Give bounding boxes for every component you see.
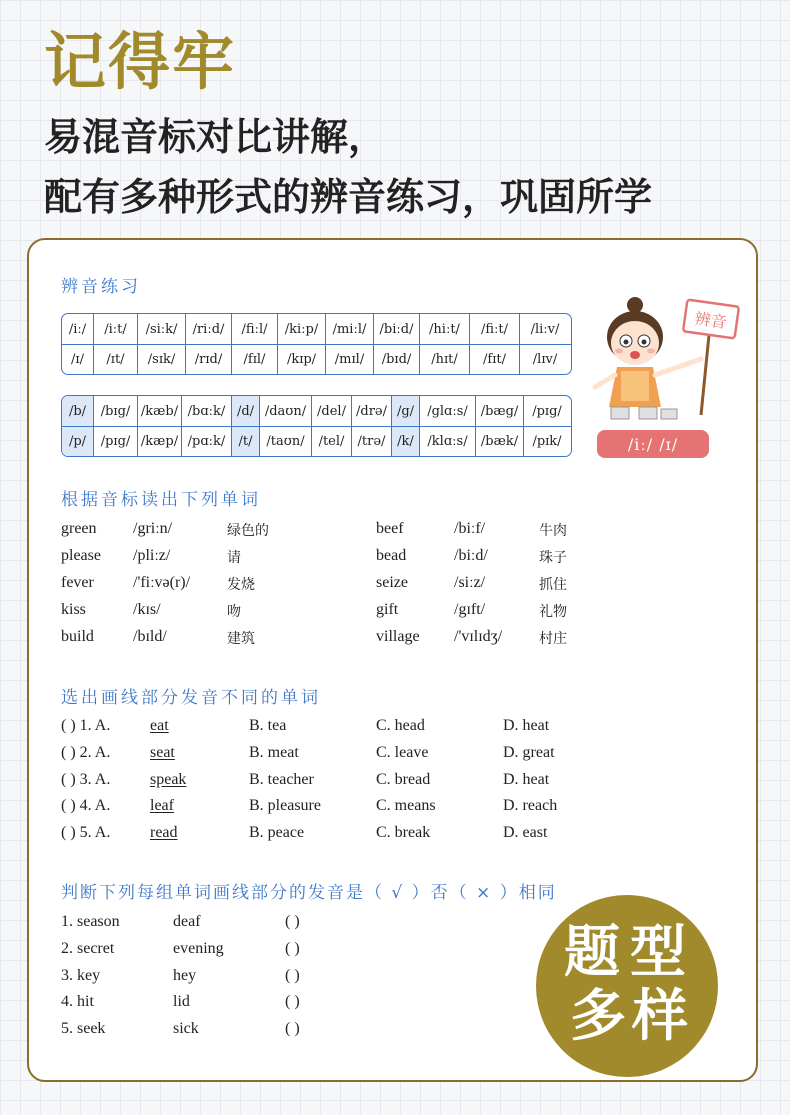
question-number: ( ) 1. A. (61, 717, 111, 734)
meaning: 村庄 (539, 631, 567, 647)
subtitle-line-1: 易混音标对比讲解， (44, 115, 387, 159)
word: gift (376, 601, 399, 618)
option-b: B. peace (249, 824, 305, 841)
phonetic-cell: /iː/ (62, 314, 94, 344)
consonant-row-voiceless (62, 426, 571, 456)
phonetic-cell: /pɑːk/ (182, 427, 232, 456)
word-1: 4. hit (61, 993, 94, 1010)
girl-with-sign-illustration (591, 295, 741, 425)
word-2: evening (173, 940, 224, 957)
option-c: C. bread (376, 771, 431, 788)
vowel-table (61, 313, 572, 375)
phonetic-cell: /bɪg/ (94, 396, 138, 426)
phonetic-cell: /bɪd/ (374, 345, 420, 374)
option-c: C. break (376, 824, 431, 841)
option-a: eat (150, 717, 169, 734)
phonetic-cell: /bɑːk/ (182, 396, 232, 426)
option-b: B. meat (249, 744, 299, 761)
consonant-row-voiced (62, 396, 571, 426)
option-d: D. heat (503, 717, 550, 734)
stamp-char: 样 (632, 984, 688, 1049)
option-c: C. means (376, 797, 436, 814)
word: fever (61, 574, 94, 591)
option-d: D. heat (503, 771, 550, 788)
option-c: C. leave (376, 744, 429, 761)
phonetic-cell: /hiːt/ (420, 314, 470, 344)
phonetic-cell: /liːv/ (530, 321, 560, 337)
word: bead (376, 547, 407, 564)
phonetic-cell: /taʊn/ (260, 427, 312, 456)
phoneme-badge: /iː/ /ɪ/ (597, 430, 709, 458)
word: village (376, 628, 420, 645)
ipa: /'vɪlɪdʒ/ (454, 628, 503, 645)
question-number: ( ) 2. A. (61, 744, 111, 761)
phonetic-cell: /fɪt/ (470, 345, 520, 374)
ipa: /pliːz/ (133, 547, 171, 564)
phonetic-cell: /b/ (62, 396, 94, 426)
phonetic-cell: /ɪ/ (62, 345, 94, 374)
phonetic-cell: /kɪp/ (278, 345, 326, 374)
phonetic-cell: /pɪk/ (532, 434, 562, 449)
option-c: C. head (376, 717, 425, 734)
phonetic-cell: /rɪd/ (186, 345, 232, 374)
word-2: deaf (173, 913, 201, 930)
meaning: 建筑 (227, 631, 255, 647)
word: beef (376, 520, 404, 537)
phonetic-cell: /hɪt/ (420, 345, 470, 374)
option-b: B. tea (249, 717, 287, 734)
phonetic-cell: /iːt/ (94, 314, 138, 344)
word: kiss (61, 601, 86, 618)
phonetic-cell: /sɪk/ (138, 345, 186, 374)
phonetic-cell: /d/ (232, 396, 260, 426)
phonetic-cell: /bæg/ (476, 396, 524, 426)
answer-parens: ( ) (285, 913, 300, 930)
ipa: /biːd/ (454, 547, 488, 564)
phonetic-cell: /ɪt/ (94, 345, 138, 374)
question-number: ( ) 4. A. (61, 797, 111, 814)
word: green (61, 520, 97, 537)
meaning: 吻 (227, 604, 241, 620)
stamp-char: 多 (570, 984, 626, 1049)
variety-stamp (536, 895, 718, 1077)
meaning: 绿色的 (227, 523, 269, 539)
ipa: /bɪld/ (133, 628, 167, 645)
section-title-choose-different: 选出画线部分发音不同的单词 (61, 688, 321, 708)
option-b: B. teacher (249, 771, 314, 788)
word: build (61, 628, 94, 645)
answer-parens: ( ) (285, 967, 300, 984)
section-title-read-words: 根据音标读出下列单词 (61, 490, 261, 510)
word: seize (376, 574, 408, 591)
phonetic-cell: /mɪl/ (326, 345, 374, 374)
phonetic-cell: /fiːl/ (232, 314, 278, 344)
vowel-row-short (62, 344, 571, 374)
answer-parens: ( ) (285, 1020, 300, 1037)
phonetic-cell: /k/ (392, 427, 420, 456)
phonetic-cell: /daʊn/ (260, 396, 312, 426)
ipa: /biːf/ (454, 520, 486, 537)
phonetic-cell: /tel/ (312, 427, 352, 456)
meaning: 发烧 (227, 577, 255, 593)
ipa: /kɪs/ (133, 601, 161, 618)
word-1: 2. secret (61, 940, 115, 957)
word: please (61, 547, 101, 564)
word-1: 5. seek (61, 1020, 106, 1037)
meaning: 牛肉 (539, 523, 567, 539)
option-a: read (150, 824, 178, 841)
word-2: sick (173, 1020, 199, 1037)
answer-parens: ( ) (285, 993, 300, 1010)
section-title-phonics: 辨音练习 (61, 277, 141, 297)
option-d: D. east (503, 824, 548, 841)
section-title-judge-same: 判断下列每组单词画线部分的发音是（ √ ）否（ × ）相同 (61, 883, 557, 903)
word-1: 3. key (61, 967, 101, 984)
option-d: D. great (503, 744, 555, 761)
worksheet-card (27, 238, 758, 1082)
phonetic-cell: /klɑːs/ (420, 427, 476, 456)
page-title: 记得牢 (44, 25, 237, 98)
phonetic-cell: /pɪg/ (532, 403, 562, 419)
consonant-table (61, 395, 572, 457)
phonetic-cell: /miːl/ (326, 314, 374, 344)
phonetic-cell: /fɪl/ (232, 345, 278, 374)
sign-text: 辨音 (693, 308, 728, 333)
option-a: seat (150, 744, 175, 761)
word-2: lid (173, 993, 190, 1010)
answer-parens: ( ) (285, 940, 300, 957)
phonetic-cell: /t/ (232, 427, 260, 456)
phonetic-cell: /siːk/ (138, 314, 186, 344)
ipa: /griːn/ (133, 520, 173, 537)
ipa: /siːz/ (454, 574, 486, 591)
question-number: ( ) 3. A. (61, 771, 111, 788)
phonetic-cell: /kiːp/ (278, 314, 326, 344)
question-number: ( ) 5. A. (61, 824, 111, 841)
stamp-char: 题 (564, 920, 620, 985)
meaning: 抓住 (539, 577, 567, 593)
phonetic-cell: /lɪv/ (532, 352, 558, 367)
option-b: B. pleasure (249, 797, 321, 814)
phonetic-cell: /glɑːs/ (420, 396, 476, 426)
phonetic-cell: /bæk/ (476, 427, 524, 456)
word-2: hey (173, 967, 197, 984)
meaning: 珠子 (539, 550, 567, 566)
phonetic-cell: /drə/ (352, 396, 392, 426)
phonetic-cell: /biːd/ (374, 314, 420, 344)
phonetic-cell: /riːd/ (186, 314, 232, 344)
phonetic-cell: /kæp/ (138, 427, 182, 456)
meaning: 礼物 (539, 604, 567, 620)
subtitle-line-2: 配有多种形式的辨音练习，巩固所学 (44, 175, 653, 219)
phonetic-cell: /trə/ (352, 427, 392, 456)
meaning: 请 (227, 550, 241, 566)
phonetic-cell: /kæb/ (138, 396, 182, 426)
phonetic-cell: /del/ (312, 396, 352, 426)
phonetic-cell: /g/ (392, 396, 420, 426)
ipa: /'fiːvə(r)/ (133, 574, 191, 591)
phonetic-cell: /pɪg/ (94, 427, 138, 456)
option-a: leaf (150, 797, 174, 814)
option-d: D. reach (503, 797, 558, 814)
ipa: /gɪft/ (454, 601, 486, 618)
option-a: speak (150, 771, 187, 788)
word-1: 1. season (61, 913, 120, 930)
phonetic-cell: /p/ (62, 427, 94, 456)
vowel-row-long (62, 314, 571, 344)
stamp-char: 型 (630, 920, 686, 985)
phonetic-cell: /fiːt/ (470, 314, 520, 344)
